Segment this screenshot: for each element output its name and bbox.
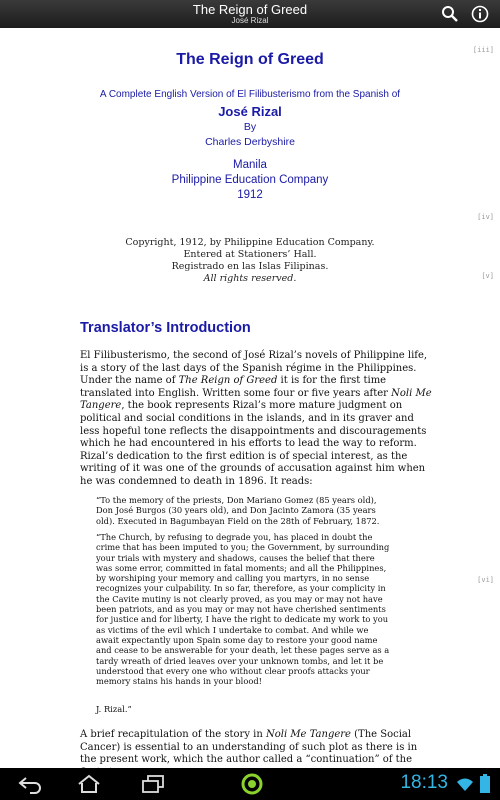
translator-name: Charles Derbyshire bbox=[205, 136, 295, 148]
book-author: José Rizal bbox=[218, 104, 282, 119]
book-page[interactable] bbox=[0, 28, 500, 768]
copyright-line: All rights reserved. bbox=[203, 273, 297, 284]
publication-year: 1912 bbox=[237, 189, 263, 201]
signature: J. Rizal.” bbox=[96, 704, 132, 714]
section-heading: Translator’s Introduction bbox=[80, 320, 251, 336]
page-number: [iv] bbox=[477, 213, 494, 221]
page-number: [v] bbox=[481, 272, 494, 280]
by-label: By bbox=[243, 121, 257, 133]
status-clock: 18:13 bbox=[400, 772, 448, 793]
publisher-name: Philippine Education Company bbox=[171, 174, 329, 186]
dedication-quote: “To the memory of the priests, Don Mariano Gomez (85 years old), Don José Burgos (30 years old), and Don Jacinto Zamora (35 years old). Executed in Bagumbayan Field on the 28th of February, 1872. bbox=[96, 495, 380, 526]
system-navigation-bar bbox=[0, 768, 500, 800]
info-icon[interactable] bbox=[470, 4, 490, 24]
copyright-line: Copyright, 1912, by Philippine Education Company. bbox=[125, 237, 375, 248]
search-icon[interactable] bbox=[440, 4, 460, 24]
app-title: The Reign of Greed bbox=[192, 2, 308, 17]
recent-apps-icon[interactable] bbox=[140, 774, 166, 798]
paragraph: A brief recapitulation of the story in Noli Me Tangere (The Social Cancer) is essential to an understanding of such plot as there is in the present work, which the author called a “continuation” of the bbox=[80, 729, 418, 766]
back-icon[interactable] bbox=[16, 774, 44, 798]
battery-icon bbox=[480, 774, 490, 798]
wifi-icon bbox=[456, 776, 474, 796]
paragraph: El Filibusterismo, the second of José Rizal’s novels of Philippine life, is a story of the last days of the Spanish régime in the Philippines. Under the name of The Reign of Greed it is for the first time translated into English. Written some four or five years after Noli Me Tangere, the book represents Rizal’s more mature judgment on political and social conditions in the islands, and in its graver and less hopeful tone reflects the disappointments and discouragements which he had encountered in his efforts to lead the way to reform. Rizal’s dedication to the first edition is of special interest, as the writing of it was one of the grounds of accusation against him when he was condemned to death in 1896. It reads: bbox=[80, 350, 432, 487]
book-title: The Reign of Greed bbox=[176, 51, 324, 68]
book-subtitle: A Complete English Version of El Filibusterismo from the Spanish of bbox=[99, 89, 401, 100]
dedication-quote: “The Church, by refusing to degrade you, has placed in doubt the crime that has been imputed to you; the Government, by surrounding your trials with mystery and shadows, causes the belief that there was some error, committed in fatal moments; and all the Philippines, by worshiping your memory and calling you martyrs, in no sense recognizes your culpability. In so far, therefore, as your complicity in the Cavite mutiny is not clearly proved, as you may or may not have been patriots, and as you may or may not have cherished sentiments for justice and for liberty, I have the right to dedicate my work to you as victims of the evil which I undertake to combat. And while we await expectantly upon Spain some day to restore your good name and cease to be answerable for your death, let these pages serve as a tardy wreath of dried leaves over your unknown tombs, and let it be understood that every one who without clear proofs attacks your memory stains his hands in your blood! bbox=[96, 532, 390, 687]
app-subtitle: José Rizal bbox=[231, 16, 269, 25]
copyright-line: Entered at Stationers’ Hall. bbox=[183, 249, 317, 260]
copyright-line: Registrado en las Islas Filipinas. bbox=[171, 261, 329, 272]
page-number: [iii] bbox=[472, 46, 494, 54]
app-notification-icon[interactable] bbox=[240, 772, 264, 800]
publisher-city: Manila bbox=[233, 159, 267, 171]
home-icon[interactable] bbox=[76, 774, 102, 798]
page-number: [vi] bbox=[477, 576, 494, 584]
title-bar bbox=[0, 0, 500, 28]
